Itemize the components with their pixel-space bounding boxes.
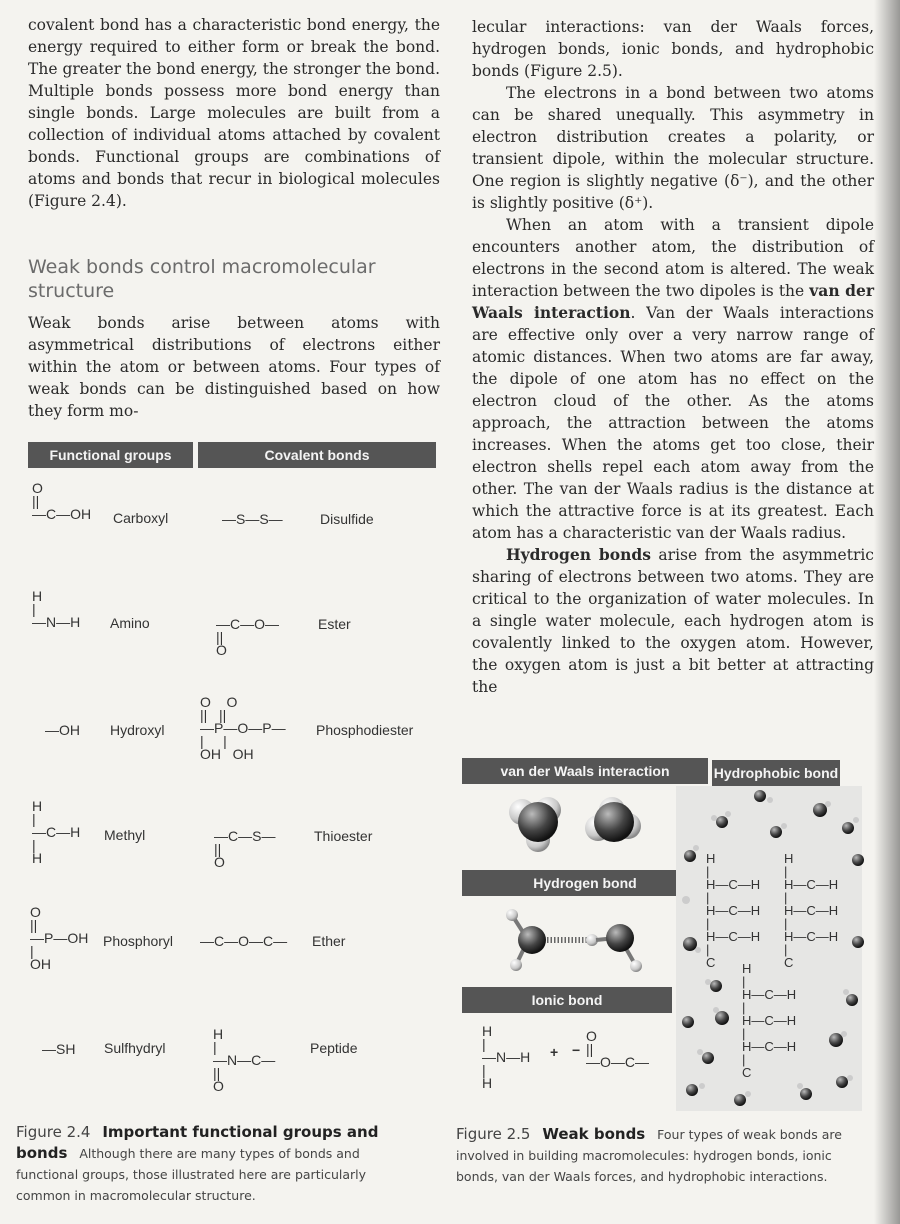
figure-2-5-number: Figure 2.5 (456, 1125, 531, 1143)
hydrogen-bond-molecules (506, 909, 642, 972)
hydrogen-bond-header: Hydrogen bond (462, 870, 708, 896)
term-van-der-waals: van der Waals interaction (472, 281, 874, 322)
thioester-formula: —C—S— || O (214, 828, 276, 870)
amino-formula: H | —N—H (32, 588, 81, 630)
hydrocarbon-chain-left: H | H—C—H | H—C—H | H—C—H | C (706, 851, 761, 970)
functional-groups-header: Functional groups (28, 442, 193, 468)
paragraph-molecular-interactions: lecular interactions: van der Waals forces, hydrogen bonds, ionic bonds, and hydrophobic bonds (Figure 2.5). (472, 18, 874, 80)
hydrocarbon-chain-right: H | H—C—H | H—C—H | H—C—H | C (784, 851, 839, 970)
ionic-bond-header: Ionic bond (462, 987, 672, 1013)
carboxyl-label: Carboxyl (113, 510, 169, 526)
van-der-waals-header: van der Waals interaction (462, 758, 708, 784)
section-heading: Weak bonds control macromolecular structure (28, 256, 376, 302)
van-der-waals-molecules (509, 797, 641, 852)
hydrophobic-bond-header: Hydrophobic bond (712, 760, 840, 786)
ionic-minus-sign: − (572, 1042, 581, 1058)
hydroxyl-formula: —OH (45, 722, 80, 738)
figure-2-5-caption (456, 1124, 856, 1187)
hydroxyl-label: Hydroxyl (110, 722, 165, 738)
paragraph-dipole: The electrons in a bond between two atoms can be shared unequally. This asymmetry in electron distribution creates a polarity, or transient dipole, within the molecular structure. One region is slightly negative (δ⁻), and the other is slightly positive (δ⁺). (472, 84, 874, 212)
paragraph-weak-bonds: Weak bonds arise between atoms with asymmetrical distributions of electrons either within the atom or between atoms. Four types of weak bonds can be distinguished based on how they form mo- (28, 314, 440, 420)
ester-label: Ester (318, 616, 351, 632)
figure-2-4-text: Although there are many types of bonds and functional groups, those illustrated here are particularly common in macromolecular structure. (16, 1146, 367, 1203)
disulfide-label: Disulfide (320, 511, 374, 527)
phosphoryl-label: Phosphoryl (103, 933, 174, 949)
sulfhydryl-label: Sulfhydryl (104, 1040, 166, 1056)
figure-2-4-title: Important functional groups and bonds (16, 1123, 379, 1162)
sulfhydryl-formula: —SH (42, 1041, 76, 1057)
carboxyl-formula: O || —C—OH (32, 480, 92, 522)
ionic-amine-formula: H | —N—H | H (482, 1023, 531, 1091)
methyl-formula: H | —C—H | H (32, 798, 81, 866)
phosphodiester-formula: O O || || —P—O—P— | | OH OH (200, 694, 286, 762)
methyl-label: Methyl (104, 827, 146, 843)
ether-label: Ether (312, 933, 346, 949)
disulfide-formula: —S—S— (222, 511, 283, 527)
peptide-label: Peptide (310, 1040, 358, 1056)
covalent-bonds-header: Covalent bonds (198, 442, 436, 468)
peptide-formula: H | —N—C— || O (213, 1026, 276, 1094)
thioester-label: Thioester (314, 828, 373, 844)
paragraph-van-der-waals: When an atom with a transient dipole encounters another atom, the distribution of electrons in the second atom is altered. The weak interaction between the two dipoles is the van der Waals interaction. Van der Waals interactions are effective only over a very narrow range of atomic distances. When two atoms are far away, the dipole of one atom has no effect on the electron cloud of the other. As the atoms approach, the attraction between the atoms increases. When the atoms get too close, their electron shells repel each atom away from the other. The van der Waals radius is the distance at which the attractive force is at its greatest. Each atom has a characteristic van der Waals radius. (472, 216, 874, 542)
hydrocarbon-chain-middle: H | H—C—H | H—C—H | H—C—H | C (742, 961, 797, 1080)
ester-formula: —C—O— || O (216, 616, 279, 658)
paragraph-bond-energy: covalent bond has a characteristic bond energy, the energy required to either form or break the bond. The greater the bond energy, the stronger the bond. Multiple bonds possess more bond energy than single bonds. Large molecules are built from a collection of individual atoms attached by covalent bonds. Functional groups are combinations of atoms and bonds that recur in biological molecules (Figure 2.4). (28, 16, 440, 210)
term-hydrogen-bonds: Hydrogen bonds (506, 545, 651, 564)
ionic-plus-sign: + (550, 1044, 559, 1060)
ionic-carboxylate-formula: O || —O—C— (586, 1028, 649, 1070)
phosphoryl-formula: O || —P—OH | OH (30, 904, 89, 972)
ether-formula: —C—O—C— (200, 933, 288, 949)
figure-2-5-title: Weak bonds (542, 1125, 646, 1143)
figure-2-5-text: Four types of weak bonds are involved in building macromolecules: hydrogen bonds, ionic bonds, van der Waals forces, and hydrophobic interactions. (456, 1127, 842, 1184)
amino-label: Amino (110, 615, 150, 631)
figure-2-4-number: Figure 2.4 (16, 1123, 91, 1141)
paragraph-hydrogen-bonds: Hydrogen bonds arise from the asymmetric sharing of electrons between two atoms. They are critical to the organization of water molecules. In a single water molecule, each hydrogen atom is covalently linked to the oxygen atom. However, the oxygen atom is just a bit better at attracting the (472, 545, 874, 696)
phosphodiester-label: Phosphodiester (316, 722, 414, 738)
